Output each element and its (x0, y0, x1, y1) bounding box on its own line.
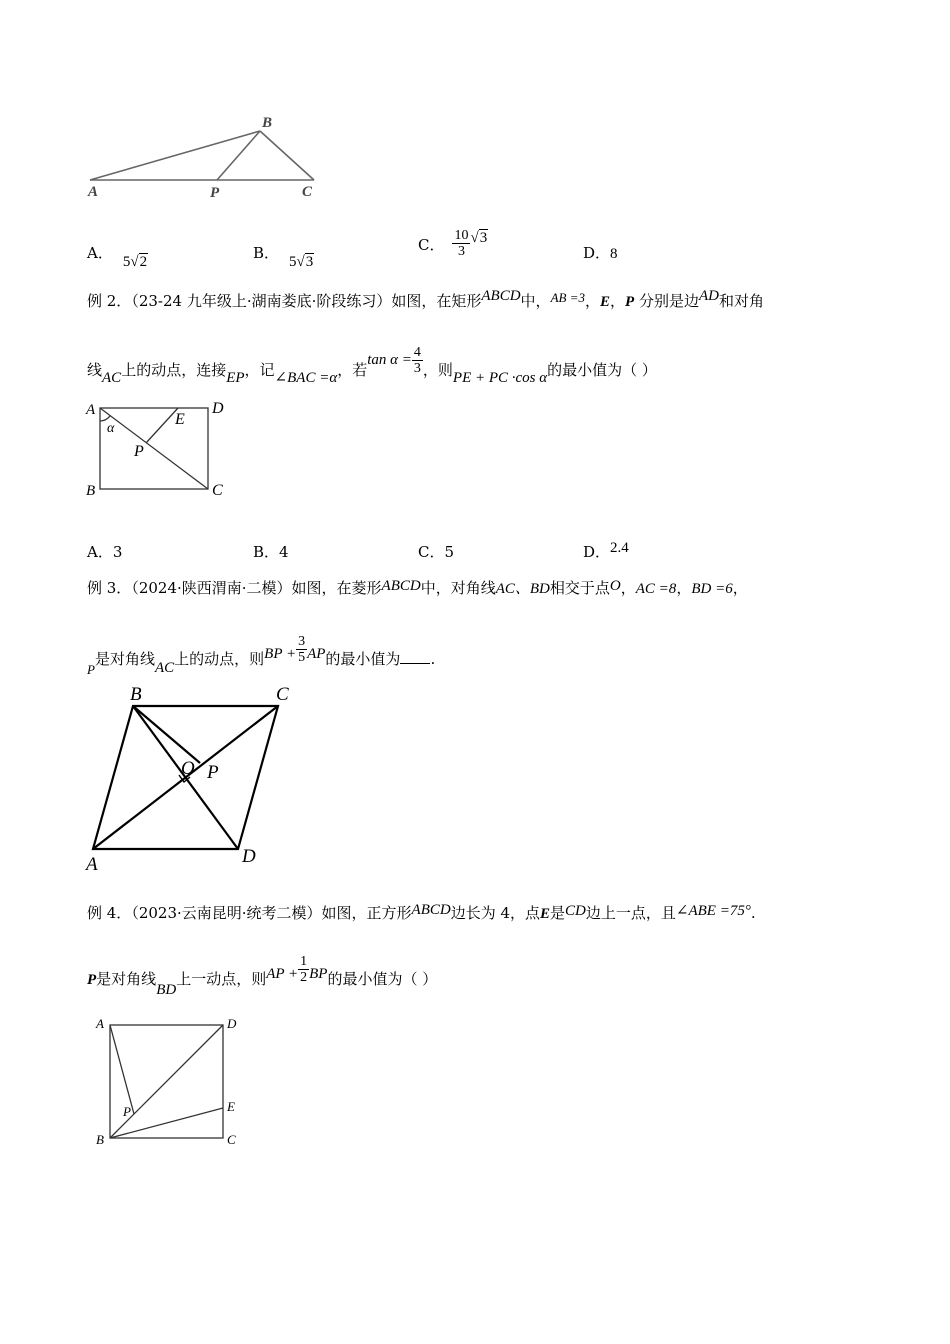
ex3-ac: AC (154, 659, 175, 676)
fig4-label-d: D (227, 1016, 237, 1031)
ex1-option-a: A． 5√2 (87, 244, 148, 270)
ex2-ac: AC (102, 369, 122, 386)
ex3-source: （2024·陕西渭南·二模）如图，在菱形 (131, 579, 382, 597)
ex2-text: 分别是边 (634, 292, 699, 310)
option-c-label: C． (418, 235, 445, 254)
ex3-o: O (609, 578, 621, 594)
ex2-text: ，若 (337, 360, 368, 379)
fig2-label-d: D (212, 400, 224, 417)
ex2-text: ， (584, 292, 600, 310)
ex3-text: 是对角线 (94, 649, 155, 668)
fig2-label-e: E (175, 411, 185, 428)
ex4-text: . (750, 904, 756, 922)
ex4-text: 上一动点，则 (176, 969, 267, 988)
ex4-text: 是对角线 (96, 969, 157, 988)
ex3-frac-den: 5 (298, 650, 306, 665)
ex2-text: ， (610, 292, 626, 310)
ex4-text: 的最小值为（ ） (327, 969, 438, 988)
ex2-text: 中， (520, 292, 551, 310)
ex2-ad: AD (698, 288, 719, 304)
ex2-rect-name: ABCD (481, 288, 521, 304)
ex4-text: 边长为 4，点 (450, 904, 541, 922)
ex2-text: 线 (87, 360, 103, 379)
ex3-expr-a: BP + (264, 645, 297, 662)
option-d-value: 2.4 (610, 540, 629, 556)
ex3-text: ， (732, 579, 748, 597)
fig1-label-c: C (302, 184, 313, 200)
ex2-angle: ∠BAC =α (274, 369, 338, 386)
ex1-option-c: C． $\frac{10}{3}$ √3 (418, 228, 488, 259)
option-c-denominator: 3 (457, 244, 465, 259)
ex3-text: 的最小值为 (325, 649, 401, 668)
ex4-cd: CD (565, 903, 586, 919)
ex3-text: . (430, 649, 436, 668)
fig4-label-e: E (227, 1099, 235, 1114)
ex3-frac-num: 3 (298, 634, 306, 649)
ex4-p: P (87, 971, 97, 988)
ex4-source: （2023·云南昆明·统考二模）如图，正方形 (131, 904, 412, 922)
fig1-label-a: A (88, 184, 99, 200)
ex3-diagonals: AC、BD (495, 581, 550, 597)
fig4-label-p: P (123, 1104, 131, 1119)
ex3-text: 相交于点 (549, 579, 610, 597)
ex2-tan-den: 3 (413, 361, 421, 376)
fig3-label-o: O (181, 758, 195, 779)
ex4-expr-a: AP + (266, 965, 299, 982)
ex4-frac-den: 2 (300, 970, 308, 985)
fig2-label-alpha: α (107, 421, 115, 436)
option-b-label: B． (253, 244, 280, 262)
fig1-label-p: P (210, 185, 220, 201)
option-c-radicand: 3 (479, 229, 488, 246)
option-a-radicand: 2 (139, 254, 148, 270)
fig2-label-b: B (86, 483, 96, 499)
ex4-e: E (540, 906, 551, 922)
ex3-text: 上的动点，则 (174, 649, 265, 668)
ex3-bd-eq: BD =6 (691, 581, 733, 597)
ex3-label: 例 3． (87, 579, 132, 597)
ex1-option-b: B． 5√3 (253, 244, 314, 270)
ex4-expr-b: BP (309, 965, 328, 982)
ex3-rhombus-name: ABCD (381, 578, 421, 594)
fig3-label-c: C (276, 684, 289, 705)
fig2-label-a: A (86, 402, 96, 418)
fig3-label-p: P (207, 762, 219, 783)
option-d-value: 8 (610, 246, 618, 262)
ex2-text: 上的动点，连接 (121, 360, 227, 379)
ex2-tan: tan α = (367, 351, 412, 368)
option-a-label: A． (87, 244, 113, 262)
ex4-square-name: ABCD (411, 902, 451, 918)
option-a-coef: 5 (122, 254, 131, 270)
fig4-label-a: A (96, 1016, 104, 1031)
ex3-text: ， (620, 579, 636, 597)
fig4-label-b: B (96, 1132, 104, 1147)
ex2-option-b: B．4 (253, 543, 289, 561)
ex2-text: ，记 (244, 360, 275, 379)
ex3-text: ， (676, 579, 692, 597)
ex2-source: （23-24 九年级上·湖南娄底·阶段练习）如图，在矩形 (131, 292, 482, 310)
fig2-label-p: P (134, 443, 144, 460)
fig1-label-b: B (262, 115, 273, 131)
option-d-label: D． (583, 543, 611, 561)
ex4-angle: ∠ABE =75° (675, 903, 751, 919)
option-d-label: D． (583, 244, 611, 262)
fig3-label-b: B (130, 684, 142, 705)
fig3-label-d: D (242, 846, 256, 867)
ex4-text: 是 (550, 904, 566, 922)
ex3-text: 中，对角线 (420, 579, 496, 597)
ex3-ac-eq: AC =8 (635, 581, 677, 597)
ex2-p: P (625, 294, 635, 310)
ex2-tan-num: 4 (413, 345, 421, 360)
fig2-label-c: C (212, 482, 223, 499)
ex2-ab-eq: AB =3 (550, 290, 585, 305)
ex2-text: ，则 (422, 360, 453, 379)
ex2-expr: PE + PC ·cos α (452, 369, 548, 386)
option-c-numerator: 10 (454, 228, 469, 243)
fig4-label-c: C (227, 1132, 236, 1147)
ex2-option-c: C．5 (418, 543, 455, 561)
ex2-ep: EP (226, 369, 245, 386)
ex3-expr-b: AP (307, 645, 326, 662)
ex3-p: P (87, 661, 95, 677)
ex4-label: 例 4． (87, 904, 132, 922)
ex2-option-a: A．3 (87, 543, 123, 561)
ex2-label: 例 2． (87, 292, 132, 310)
ex4-text: 边上一点，且 (585, 904, 676, 922)
ex2-text: 的最小值为（ ） (547, 360, 657, 379)
ex4-frac-num: 1 (300, 954, 308, 969)
ex2-text: 和对角 (718, 292, 764, 310)
fig3-label-a: A (86, 854, 98, 875)
option-b-radicand: 3 (305, 254, 314, 270)
ex4-bd: BD (156, 981, 177, 998)
option-b-coef: 5 (289, 254, 297, 270)
ex2-e: E (599, 294, 610, 310)
